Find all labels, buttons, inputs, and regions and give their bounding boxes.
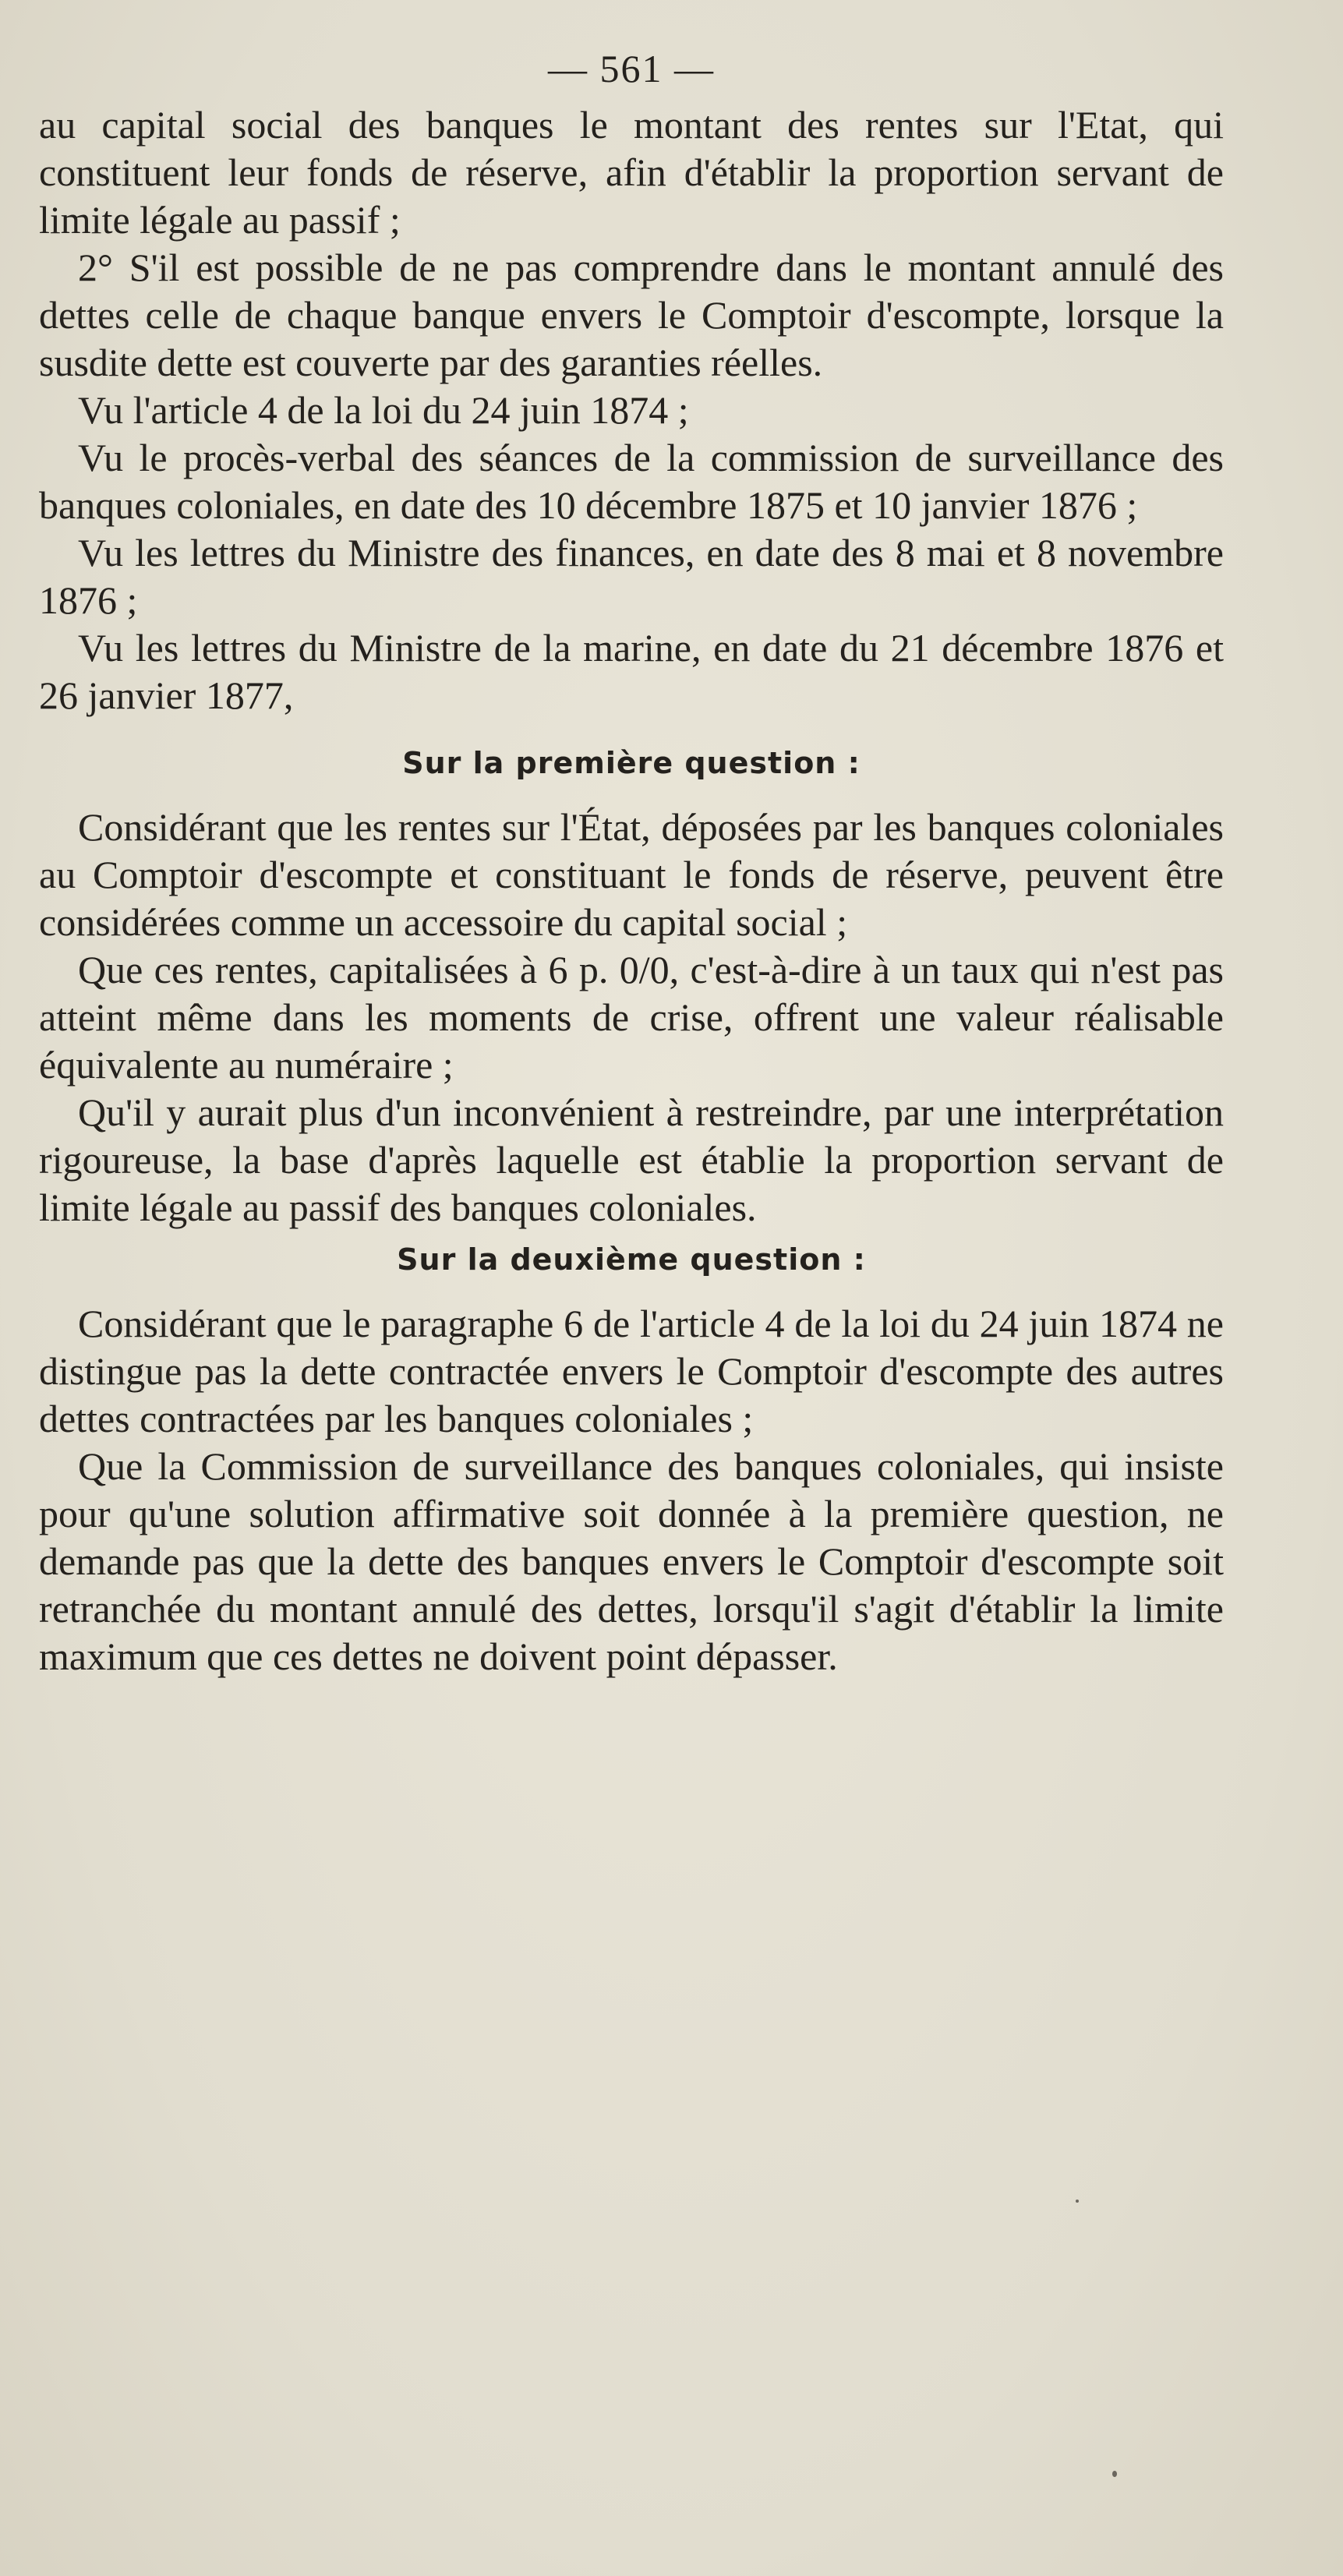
section-heading-second-question: Sur la deuxième question :: [397, 1242, 866, 1277]
paragraph-section2-2: Que la Commission de surveillance des banques coloniales, qui insiste pour qu'une solution affirmative soit donnée à la première question, ne demande pas que la dette des banques envers le Comptoir d'escompte soit retranchée du montant annulé des dettes, lorsqu'il s'agit d'établir la limite maximum que ces dettes ne doivent point dépasser.: [39, 1444, 1224, 1678]
paragraph-intro-5: Vu les lettres du Ministre des finances, en date des 8 mai et 8 novembre 1876 ;: [39, 531, 1224, 622]
paragraph-intro-1: au capital social des banques le montant des rentes sur l'Etat, qui constituent leur fonds de réserve, afin d'établir la proportion servant de limite légale au passif ;: [39, 103, 1224, 242]
ink-speck: [1112, 2471, 1117, 2477]
paragraph-section1-3: Qu'il y aurait plus d'un inconvénient à restreindre, par une interprétation rigoureuse, la base d'après laquelle est établie la proportion servant de limite légale au passif des banques coloniales.: [39, 1090, 1224, 1229]
section-heading-first-question: Sur la première question :: [402, 746, 861, 780]
ink-speck: [1076, 2200, 1079, 2203]
paragraph-intro-3: Vu l'article 4 de la loi du 24 juin 1874 ;: [78, 388, 689, 432]
paragraph-intro-4: Vu le procès-verbal des séances de la commission de surveillance des banques coloniales, en date des 10 décembre 1875 et 10 janvier 1876 ;: [39, 436, 1224, 527]
page-number: — 561 —: [548, 47, 715, 90]
paragraph-section1-1: Considérant que les rentes sur l'État, déposées par les banques coloniales au Comptoir d'escompte et constituant le fonds de réserve, peuvent être considérées comme un accessoire du capital social ;: [39, 805, 1224, 944]
document-body: [39, 45, 1224, 1680]
paragraph-intro-6: Vu les lettres du Ministre de la marine, en date du 21 décembre 1876 et 26 janvier 1877,: [39, 626, 1224, 717]
paragraph-section2-1: Considérant que le paragraphe 6 de l'article 4 de la loi du 24 juin 1874 ne distingue pas la dette contractée envers le Comptoir d'escompte des autres dettes contractées par les banques coloniales ;: [39, 1302, 1224, 1440]
paragraph-intro-2: 2° S'il est possible de ne pas comprendre dans le montant annulé des dettes celle de chaque banque envers le Comptoir d'escompte, lorsque la susdite dette est couverte par des garanties réelles.: [39, 246, 1224, 384]
paragraph-section1-2: Que ces rentes, capitalisées à 6 p. 0/0, c'est-à-dire à un taux qui n'est pas atteint même dans les moments de crise, offrent une valeur réalisable équivalente au numéraire ;: [39, 948, 1224, 1087]
